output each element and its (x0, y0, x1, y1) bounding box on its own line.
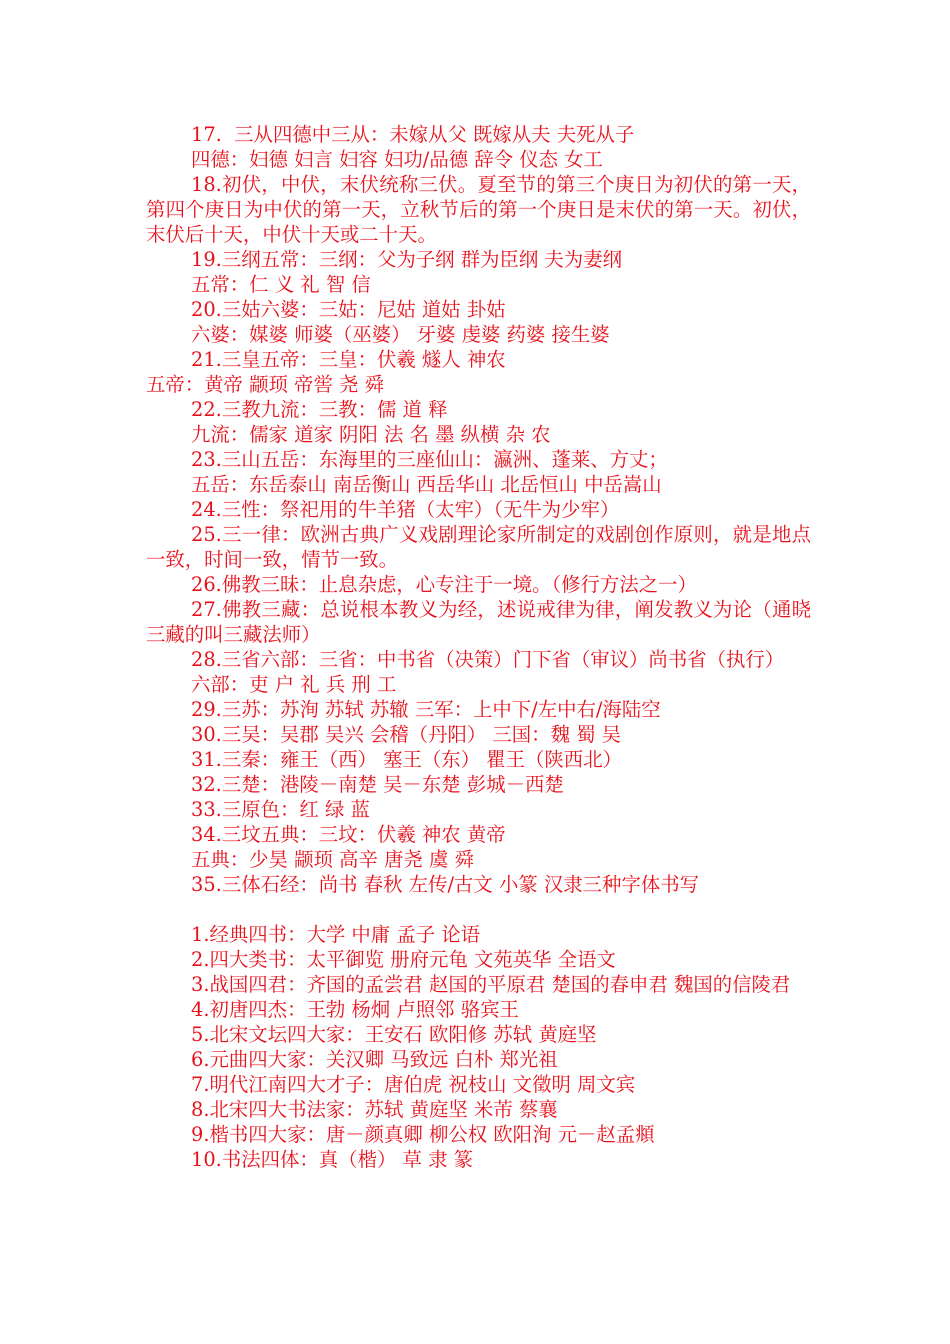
item-21-sanhuang: 21.三皇五帝：三皇：伏羲 燧人 神农 (191, 348, 506, 371)
item-3-sijun: 3.战国四君：齐国的孟尝君 赵国的平原君 楚国的春申君 魏国的信陵君 (191, 973, 791, 996)
item-34-sanfen: 34.三坟五典：三坟：伏羲 神农 黄帝 (191, 823, 506, 846)
item-21-wudi: 五帝：黄帝 颛顼 帝喾 尧 舜 (146, 373, 384, 396)
item-19-sangang-wuchang: 19.三纲五常：三纲：父为子纲 群为臣纲 夫为妻纲 (191, 248, 622, 271)
item-17-sancong: 17. 三从四德中三从：未嫁从父 既嫁从夫 夫死从子 (191, 123, 635, 146)
item-25-sanyilv: 25.三一律：欧洲古典广义戏剧理论家所制定的戏剧创作原则，就是地点一致，时间一致，情节一致。 (146, 523, 811, 571)
item-30-sanwu: 30.三吴：吴郡 吴兴 会稽（丹阳） 三国：魏 蜀 吴 (191, 723, 622, 746)
item-8-shufajia: 8.北宋四大书法家：苏轼 黄庭坚 米芾 蔡襄 (191, 1098, 558, 1121)
item-35-santi-shijing: 35.三体石经：尚书 春秋 左传/古文 小篆 汉隶三种字体书写 (191, 873, 700, 896)
item-6-yuanqu: 6.元曲四大家：关汉卿 马致远 白朴 郑光祖 (191, 1048, 558, 1071)
item-22-sanjiao: 22.三教九流：三教：儒 道 释 (191, 398, 448, 421)
section-divider-gap (146, 897, 811, 922)
item-1-sishu: 1.经典四书：大学 中庸 孟子 论语 (191, 923, 481, 946)
item-33-sanyuanse: 33.三原色：红 绿 蓝 (191, 798, 370, 821)
item-4-sijie: 4.初唐四杰：王勃 杨炯 卢照邻 骆宾王 (191, 998, 519, 1021)
item-17-side: 四德：妇德 妇言 妇容 妇功/品德 辞令 仪态 女工 (191, 148, 603, 171)
item-28-sansheng: 28.三省六部：三省：中书省（决策）门下省（审议）尚书省（执行） (191, 648, 785, 671)
item-26-sanmei: 26.佛教三昧：止息杂虑，心专注于一境。（修行方法之一） (191, 573, 697, 596)
item-5-wentan: 5.北宋文坛四大家：王安石 欧阳修 苏轼 黄庭坚 (191, 1023, 597, 1046)
item-9-kaishu: 9.楷书四大家：唐－颜真卿 柳公权 欧阳洵 元－赵孟頫 (191, 1123, 655, 1146)
item-23-wuyue: 五岳：东岳泰山 南岳衡山 西岳华山 北岳恒山 中岳嵩山 (191, 473, 662, 496)
item-10-shufa-siti: 10.书法四体：真（楷） 草 隶 篆 (191, 1148, 474, 1171)
item-23-sanshan: 23.三山五岳：东海里的三座仙山：瀛洲、蓬莱、方丈； (191, 448, 668, 471)
item-20-liupo: 六婆：媒婆 师婆（巫婆） 牙婆 虔婆 药婆 接生婆 (191, 323, 610, 346)
item-28-liubu: 六部：吏 户 礼 兵 刑 工 (191, 673, 397, 696)
item-20-sangu: 20.三姑六婆：三姑：尼姑 道姑 卦姑 (191, 298, 506, 321)
item-34-wudian: 五典：少昊 颛顼 高辛 唐尧 虞 舜 (191, 848, 474, 871)
item-24-sanxing: 24.三性：祭祀用的牛羊猪（太牢）（无牛为少牢） (191, 498, 620, 521)
item-29-sansu: 29.三苏：苏洵 苏轼 苏辙 三军：上中下/左中右/海陆空 (191, 698, 661, 721)
section-four-items (146, 922, 811, 1172)
item-19-wuchang: 五常：仁 义 礼 智 信 (191, 273, 371, 296)
section-three-items (146, 122, 811, 897)
document-page (146, 122, 811, 1172)
item-31-sanqin: 31.三秦：雍王（西） 塞王（东） 瞿王（陕西北） (191, 748, 622, 771)
item-7-caizi: 7.明代江南四大才子：唐伯虎 祝枝山 文徵明 周文宾 (191, 1073, 636, 1096)
item-22-jiuliu: 九流：儒家 道家 阴阳 法 名 墨 纵横 杂 农 (191, 423, 551, 446)
item-27-sanzang: 27.佛教三藏：总说根本教义为经，述说戒律为律，阐发教义为论（通晓三藏的叫三藏法师） (146, 598, 811, 646)
item-32-sanchu: 32.三楚：港陵－南楚 吴－东楚 彭城－西楚 (191, 773, 564, 796)
item-2-leishu: 2.四大类书：太平御览 册府元龟 文苑英华 全语文 (191, 948, 616, 971)
item-18-sanfu: 18.初伏，中伏，末伏统称三伏。夏至节的第三个庚日为初伏的第一天，第四个庚日为中伏的第一天，立秋节后的第一个庚日是末伏的第一天。初伏，末伏后十天，中伏十天或二十天。 (146, 173, 811, 246)
